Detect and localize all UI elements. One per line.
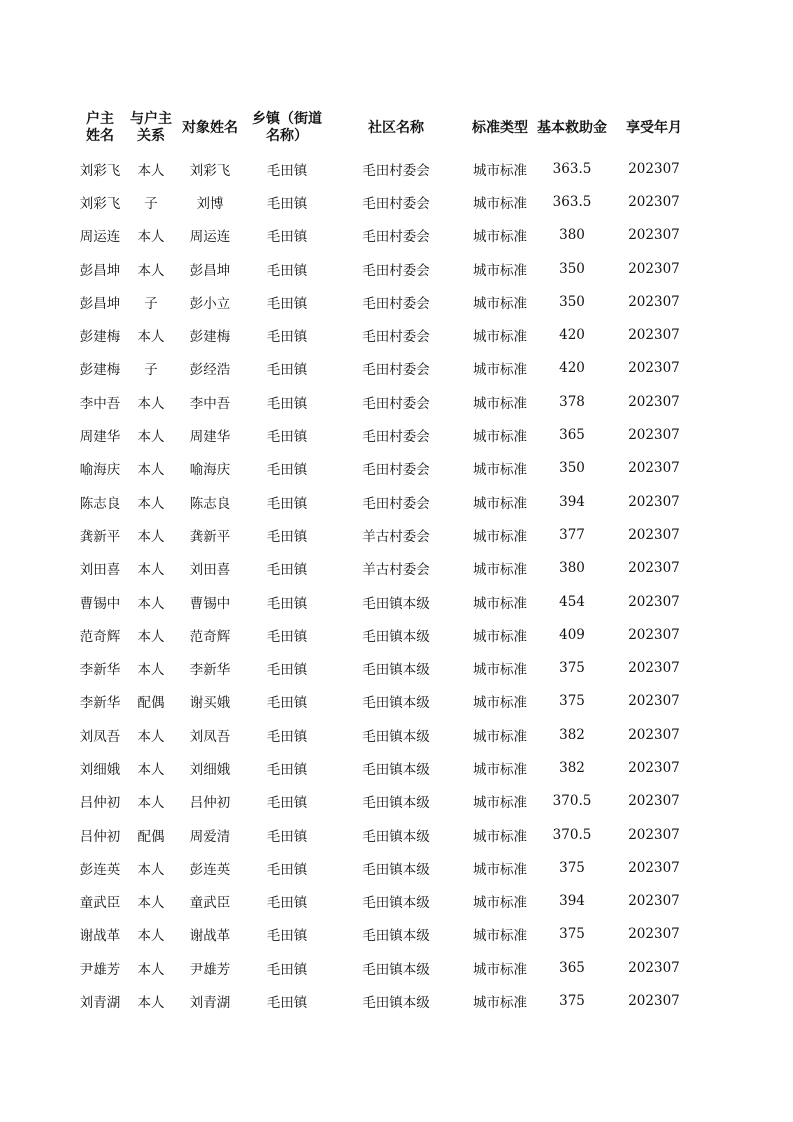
header-recipient-name bbox=[173, 120, 247, 137]
cell-household-head: 尹雄芳 bbox=[79, 961, 121, 978]
cell-recipient-name: 彭昌坤 bbox=[189, 262, 231, 279]
cell-standard-type: 城市标准 bbox=[473, 195, 527, 212]
cell-standard-type: 城市标准 bbox=[473, 229, 527, 246]
cell-basic-relief: 363.5 bbox=[552, 160, 592, 177]
cell-period: 202307 bbox=[628, 193, 680, 210]
table-row bbox=[71, 951, 711, 984]
cell-basic-relief: 454 bbox=[559, 593, 585, 610]
cell-township: 毛田镇 bbox=[266, 362, 308, 379]
cell-relationship: 本人 bbox=[137, 395, 165, 412]
table-header bbox=[71, 104, 711, 152]
cell-period: 202307 bbox=[628, 926, 680, 943]
cell-township: 毛田镇 bbox=[266, 662, 308, 679]
cell-standard-type: 城市标准 bbox=[473, 728, 527, 745]
cell-household-head: 彭建梅 bbox=[79, 362, 121, 379]
cell-standard-type: 城市标准 bbox=[473, 861, 527, 878]
cell-recipient-name: 刘田喜 bbox=[189, 562, 231, 579]
cell-recipient-name: 刘细娥 bbox=[189, 761, 231, 778]
cell-period: 202307 bbox=[628, 526, 680, 543]
cell-standard-type: 城市标准 bbox=[473, 595, 527, 612]
header-township bbox=[247, 111, 327, 145]
cell-community: 羊古村委会 bbox=[362, 528, 430, 545]
header-recipient-name-l1: 对象姓名 bbox=[182, 119, 238, 136]
cell-community: 毛田村委会 bbox=[362, 362, 430, 379]
cell-community: 羊古村委会 bbox=[362, 562, 430, 579]
table-row bbox=[71, 485, 711, 518]
cell-basic-relief: 382 bbox=[559, 726, 585, 743]
cell-household-head: 童武臣 bbox=[79, 895, 121, 912]
table-row bbox=[71, 252, 711, 285]
table-row bbox=[71, 219, 711, 252]
cell-relationship: 本人 bbox=[137, 628, 165, 645]
cell-township: 毛田镇 bbox=[266, 595, 308, 612]
cell-community: 毛田镇本级 bbox=[362, 728, 430, 745]
cell-township: 毛田镇 bbox=[266, 628, 308, 645]
cell-standard-type: 城市标准 bbox=[473, 429, 527, 446]
cell-community: 毛田镇本级 bbox=[362, 995, 430, 1012]
cell-period: 202307 bbox=[628, 327, 680, 344]
cell-household-head: 李新华 bbox=[79, 695, 121, 712]
cell-household-head: 刘细娥 bbox=[79, 761, 121, 778]
cell-household-head: 喻海庆 bbox=[79, 462, 121, 479]
header-basic-relief bbox=[535, 120, 609, 137]
cell-basic-relief: 380 bbox=[559, 227, 585, 244]
cell-recipient-name: 周建华 bbox=[189, 429, 231, 446]
header-household-head-l2: 姓名 bbox=[86, 128, 114, 144]
cell-community: 毛田镇本级 bbox=[362, 928, 430, 945]
cell-township: 毛田镇 bbox=[266, 429, 308, 446]
cell-township: 毛田镇 bbox=[266, 695, 308, 712]
table-row bbox=[71, 651, 711, 684]
cell-period: 202307 bbox=[628, 427, 680, 444]
cell-period: 202307 bbox=[628, 859, 680, 876]
cell-household-head: 周运连 bbox=[79, 229, 121, 246]
cell-township: 毛田镇 bbox=[266, 562, 308, 579]
cell-basic-relief: 350 bbox=[559, 260, 585, 277]
cell-township: 毛田镇 bbox=[266, 295, 308, 312]
cell-household-head: 李中吾 bbox=[79, 395, 121, 412]
cell-community: 毛田村委会 bbox=[362, 429, 430, 446]
cell-township: 毛田镇 bbox=[266, 195, 308, 212]
table-row bbox=[71, 552, 711, 585]
cell-period: 202307 bbox=[628, 493, 680, 510]
cell-community: 毛田镇本级 bbox=[362, 628, 430, 645]
cell-relationship: 配偶 bbox=[137, 828, 165, 845]
table-row bbox=[71, 185, 711, 218]
table-row bbox=[71, 685, 711, 718]
cell-standard-type: 城市标准 bbox=[473, 995, 527, 1012]
cell-basic-relief: 350 bbox=[559, 460, 585, 477]
cell-relationship: 本人 bbox=[137, 895, 165, 912]
cell-relationship: 配偶 bbox=[137, 695, 165, 712]
cell-recipient-name: 曹锡中 bbox=[189, 595, 231, 612]
cell-community: 毛田镇本级 bbox=[362, 695, 430, 712]
cell-household-head: 谢战革 bbox=[79, 928, 121, 945]
table-row bbox=[71, 152, 711, 185]
cell-basic-relief: 420 bbox=[559, 360, 585, 377]
table-row bbox=[71, 452, 711, 485]
cell-recipient-name: 彭小立 bbox=[189, 295, 231, 312]
table-row bbox=[71, 418, 711, 451]
cell-township: 毛田镇 bbox=[266, 262, 308, 279]
cell-standard-type: 城市标准 bbox=[473, 528, 527, 545]
header-community bbox=[327, 120, 465, 137]
header-period bbox=[609, 120, 699, 137]
table-row bbox=[71, 851, 711, 884]
cell-basic-relief: 375 bbox=[559, 993, 585, 1010]
cell-standard-type: 城市标准 bbox=[473, 162, 527, 179]
cell-township: 毛田镇 bbox=[266, 995, 308, 1012]
cell-standard-type: 城市标准 bbox=[473, 695, 527, 712]
cell-period: 202307 bbox=[628, 959, 680, 976]
cell-standard-type: 城市标准 bbox=[473, 262, 527, 279]
cell-community: 毛田镇本级 bbox=[362, 895, 430, 912]
cell-standard-type: 城市标准 bbox=[473, 562, 527, 579]
cell-relationship: 本人 bbox=[137, 928, 165, 945]
cell-period: 202307 bbox=[628, 560, 680, 577]
cell-recipient-name: 周爱清 bbox=[189, 828, 231, 845]
cell-township: 毛田镇 bbox=[266, 395, 308, 412]
cell-community: 毛田村委会 bbox=[362, 462, 430, 479]
cell-township: 毛田镇 bbox=[266, 928, 308, 945]
cell-relationship: 子 bbox=[144, 295, 158, 312]
cell-standard-type: 城市标准 bbox=[473, 362, 527, 379]
cell-period: 202307 bbox=[628, 293, 680, 310]
cell-township: 毛田镇 bbox=[266, 528, 308, 545]
cell-relationship: 子 bbox=[144, 362, 158, 379]
cell-recipient-name: 喻海庆 bbox=[189, 462, 231, 479]
cell-basic-relief: 375 bbox=[559, 859, 585, 876]
cell-household-head: 刘凤吾 bbox=[79, 728, 121, 745]
cell-basic-relief: 370.5 bbox=[552, 826, 592, 843]
cell-basic-relief: 382 bbox=[559, 759, 585, 776]
cell-community: 毛田镇本级 bbox=[362, 828, 430, 845]
table-row bbox=[71, 618, 711, 651]
table-row bbox=[71, 984, 711, 1017]
cell-household-head: 陈志良 bbox=[79, 495, 121, 512]
cell-standard-type: 城市标准 bbox=[473, 895, 527, 912]
cell-basic-relief: 380 bbox=[559, 560, 585, 577]
cell-recipient-name: 童武臣 bbox=[189, 895, 231, 912]
cell-relationship: 本人 bbox=[137, 495, 165, 512]
cell-recipient-name: 刘彩飞 bbox=[189, 162, 231, 179]
cell-household-head: 周建华 bbox=[79, 429, 121, 446]
cell-period: 202307 bbox=[628, 626, 680, 643]
cell-basic-relief: 375 bbox=[559, 660, 585, 677]
cell-relationship: 本人 bbox=[137, 761, 165, 778]
cell-relationship: 本人 bbox=[137, 662, 165, 679]
cell-household-head: 彭建梅 bbox=[79, 329, 121, 346]
cell-household-head: 吕仲初 bbox=[79, 828, 121, 845]
cell-recipient-name: 彭连英 bbox=[189, 861, 231, 878]
cell-relationship: 本人 bbox=[137, 961, 165, 978]
cell-household-head: 彭昌坤 bbox=[79, 262, 121, 279]
cell-period: 202307 bbox=[628, 160, 680, 177]
cell-township: 毛田镇 bbox=[266, 462, 308, 479]
cell-period: 202307 bbox=[628, 393, 680, 410]
table-row bbox=[71, 385, 711, 418]
header-period-l1: 享受年月 bbox=[626, 119, 682, 136]
table-row bbox=[71, 785, 711, 818]
cell-basic-relief: 394 bbox=[559, 493, 585, 510]
cell-relationship: 本人 bbox=[137, 229, 165, 246]
cell-standard-type: 城市标准 bbox=[473, 329, 527, 346]
cell-household-head: 范奇辉 bbox=[79, 628, 121, 645]
header-basic-relief-l1: 基本救助金 bbox=[537, 119, 607, 136]
cell-basic-relief: 375 bbox=[559, 926, 585, 943]
cell-standard-type: 城市标准 bbox=[473, 928, 527, 945]
table-row bbox=[71, 885, 711, 918]
table-row bbox=[71, 818, 711, 851]
cell-basic-relief: 378 bbox=[559, 393, 585, 410]
cell-period: 202307 bbox=[628, 260, 680, 277]
cell-relationship: 本人 bbox=[137, 528, 165, 545]
cell-period: 202307 bbox=[628, 993, 680, 1010]
cell-township: 毛田镇 bbox=[266, 895, 308, 912]
cell-period: 202307 bbox=[628, 460, 680, 477]
cell-standard-type: 城市标准 bbox=[473, 462, 527, 479]
cell-relationship: 本人 bbox=[137, 595, 165, 612]
cell-township: 毛田镇 bbox=[266, 495, 308, 512]
cell-township: 毛田镇 bbox=[266, 329, 308, 346]
cell-community: 毛田村委会 bbox=[362, 229, 430, 246]
cell-household-head: 彭连英 bbox=[79, 861, 121, 878]
cell-township: 毛田镇 bbox=[266, 761, 308, 778]
cell-relationship: 子 bbox=[144, 195, 158, 212]
cell-recipient-name: 彭经浩 bbox=[189, 362, 231, 379]
cell-recipient-name: 谢买娥 bbox=[189, 695, 231, 712]
cell-recipient-name: 刘博 bbox=[196, 195, 224, 212]
cell-recipient-name: 尹雄芳 bbox=[189, 961, 231, 978]
cell-household-head: 彭昌坤 bbox=[79, 295, 121, 312]
cell-community: 毛田村委会 bbox=[362, 162, 430, 179]
table-row bbox=[71, 751, 711, 784]
header-relationship bbox=[129, 111, 173, 145]
cell-community: 毛田村委会 bbox=[362, 262, 430, 279]
cell-basic-relief: 365 bbox=[559, 427, 585, 444]
cell-period: 202307 bbox=[628, 793, 680, 810]
cell-relationship: 本人 bbox=[137, 795, 165, 812]
cell-period: 202307 bbox=[628, 227, 680, 244]
cell-basic-relief: 365 bbox=[559, 959, 585, 976]
cell-community: 毛田镇本级 bbox=[362, 961, 430, 978]
cell-community: 毛田村委会 bbox=[362, 195, 430, 212]
cell-period: 202307 bbox=[628, 826, 680, 843]
cell-township: 毛田镇 bbox=[266, 795, 308, 812]
cell-community: 毛田镇本级 bbox=[362, 662, 430, 679]
cell-community: 毛田镇本级 bbox=[362, 595, 430, 612]
cell-relationship: 本人 bbox=[137, 429, 165, 446]
cell-period: 202307 bbox=[628, 693, 680, 710]
cell-relationship: 本人 bbox=[137, 861, 165, 878]
cell-recipient-name: 陈志良 bbox=[189, 495, 231, 512]
cell-relationship: 本人 bbox=[137, 995, 165, 1012]
header-standard-type bbox=[465, 120, 535, 137]
header-household-head bbox=[71, 111, 129, 145]
cell-relationship: 本人 bbox=[137, 728, 165, 745]
cell-household-head: 刘彩飞 bbox=[79, 195, 121, 212]
cell-relationship: 本人 bbox=[137, 262, 165, 279]
cell-township: 毛田镇 bbox=[266, 229, 308, 246]
cell-recipient-name: 彭建梅 bbox=[189, 329, 231, 346]
header-township-l2: 名称） bbox=[266, 128, 308, 144]
cell-township: 毛田镇 bbox=[266, 162, 308, 179]
cell-recipient-name: 吕仲初 bbox=[189, 795, 231, 812]
cell-period: 202307 bbox=[628, 593, 680, 610]
table-row bbox=[71, 285, 711, 318]
cell-period: 202307 bbox=[628, 893, 680, 910]
cell-household-head: 刘田喜 bbox=[79, 562, 121, 579]
cell-recipient-name: 谢战革 bbox=[189, 928, 231, 945]
cell-standard-type: 城市标准 bbox=[473, 628, 527, 645]
header-community-l1: 社区名称 bbox=[368, 119, 424, 136]
cell-community: 毛田镇本级 bbox=[362, 761, 430, 778]
cell-period: 202307 bbox=[628, 759, 680, 776]
cell-community: 毛田村委会 bbox=[362, 295, 430, 312]
cell-basic-relief: 409 bbox=[559, 626, 585, 643]
cell-period: 202307 bbox=[628, 360, 680, 377]
cell-community: 毛田镇本级 bbox=[362, 861, 430, 878]
header-standard-type-l1: 标准类型 bbox=[472, 119, 528, 136]
table-row bbox=[71, 352, 711, 385]
cell-household-head: 曹锡中 bbox=[79, 595, 121, 612]
cell-basic-relief: 363.5 bbox=[552, 193, 592, 210]
cell-community: 毛田村委会 bbox=[362, 329, 430, 346]
cell-household-head: 刘彩飞 bbox=[79, 162, 121, 179]
header-relationship-l2: 关系 bbox=[137, 128, 165, 144]
cell-recipient-name: 刘青湖 bbox=[189, 995, 231, 1012]
cell-standard-type: 城市标准 bbox=[473, 761, 527, 778]
cell-relationship: 本人 bbox=[137, 162, 165, 179]
cell-township: 毛田镇 bbox=[266, 828, 308, 845]
table-body bbox=[71, 152, 711, 1018]
cell-community: 毛田村委会 bbox=[362, 495, 430, 512]
cell-basic-relief: 377 bbox=[559, 526, 585, 543]
cell-recipient-name: 周运连 bbox=[189, 229, 231, 246]
cell-township: 毛田镇 bbox=[266, 861, 308, 878]
cell-community: 毛田镇本级 bbox=[362, 795, 430, 812]
cell-standard-type: 城市标准 bbox=[473, 295, 527, 312]
cell-township: 毛田镇 bbox=[266, 961, 308, 978]
table-row bbox=[71, 585, 711, 618]
relief-table bbox=[71, 104, 711, 1018]
cell-recipient-name: 李新华 bbox=[189, 662, 231, 679]
cell-household-head: 刘青湖 bbox=[79, 995, 121, 1012]
cell-relationship: 本人 bbox=[137, 329, 165, 346]
cell-household-head: 吕仲初 bbox=[79, 795, 121, 812]
cell-recipient-name: 李中吾 bbox=[189, 395, 231, 412]
cell-household-head: 龚新平 bbox=[79, 528, 121, 545]
cell-basic-relief: 394 bbox=[559, 893, 585, 910]
cell-recipient-name: 刘凤吾 bbox=[189, 728, 231, 745]
header-household-head-l1: 户主 bbox=[86, 111, 114, 127]
cell-standard-type: 城市标准 bbox=[473, 662, 527, 679]
cell-recipient-name: 范奇辉 bbox=[189, 628, 231, 645]
cell-standard-type: 城市标准 bbox=[473, 795, 527, 812]
cell-period: 202307 bbox=[628, 726, 680, 743]
cell-standard-type: 城市标准 bbox=[473, 495, 527, 512]
cell-household-head: 李新华 bbox=[79, 662, 121, 679]
table-row bbox=[71, 318, 711, 351]
cell-standard-type: 城市标准 bbox=[473, 961, 527, 978]
cell-standard-type: 城市标准 bbox=[473, 395, 527, 412]
cell-period: 202307 bbox=[628, 660, 680, 677]
cell-basic-relief: 420 bbox=[559, 327, 585, 344]
cell-recipient-name: 龚新平 bbox=[189, 528, 231, 545]
table-row bbox=[71, 918, 711, 951]
cell-relationship: 本人 bbox=[137, 562, 165, 579]
cell-basic-relief: 370.5 bbox=[552, 793, 592, 810]
table-row bbox=[71, 518, 711, 551]
header-relationship-l1: 与户主 bbox=[130, 111, 172, 127]
cell-township: 毛田镇 bbox=[266, 728, 308, 745]
cell-community: 毛田村委会 bbox=[362, 395, 430, 412]
cell-basic-relief: 350 bbox=[559, 293, 585, 310]
table-row bbox=[71, 718, 711, 751]
cell-basic-relief: 375 bbox=[559, 693, 585, 710]
cell-relationship: 本人 bbox=[137, 462, 165, 479]
header-township-l1: 乡镇（街道 bbox=[252, 111, 322, 127]
cell-standard-type: 城市标准 bbox=[473, 828, 527, 845]
